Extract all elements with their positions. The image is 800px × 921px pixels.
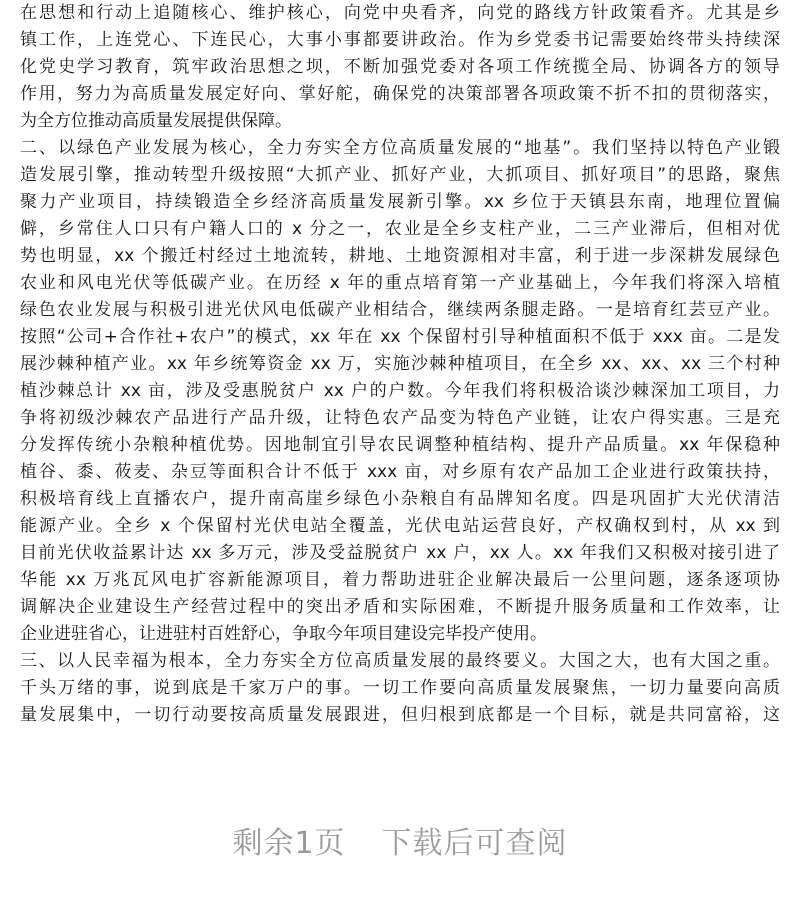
document-line: 千头万绪的事，说到底是千家万户的事。一切工作要向高质量发展聚焦，一切力量要向高质 <box>20 678 780 698</box>
document-line: 聚力产业项目，持续锻造全乡经济高质量发展新引擎。xx 乡位于天镇县东南，地理位置偏 <box>20 192 780 212</box>
document-line: 作用，努力为高质量发展定好向、掌好舵，确保党的决策部署各项政策不折不扣的贯彻落实， <box>20 84 780 104</box>
document-line: 展沙棘种植产业。xx 年乡统筹资金 xx 万，实施沙棘种植项目，在全乡 xx、xx、xx 三个村种 <box>20 354 780 374</box>
document-line: 积极培育线上直播农户，提升南高崖乡绿色小杂粮自有品牌知名度。四是巩固扩大光伏清洁 <box>20 489 780 509</box>
document-line: 绿色农业发展与积极引进光伏风电低碳产业相结合，继续两条腿走路。一是培育红芸豆产业。 <box>20 300 780 320</box>
document-line: 化党史学习教育，筑牢政治思想之坝，不断加强党委对各项工作统揽全局、协调各方的领导 <box>20 57 780 77</box>
document-line: 分发挥传统小杂粮种植优势。因地制宜引导农民调整种植结构、提升产品质量。xx 年保稳种 <box>20 435 780 455</box>
document-line: 镇工作，上连党心、下连民心，大事小事都要讲政治。作为乡党委书记需要始终带头持续深 <box>20 30 780 50</box>
download-to-view-text: 下载后可查阅 <box>381 826 568 861</box>
document-body <box>20 0 780 729</box>
document-line: 争将初级沙棘农产品进行产品升级，让特色农产品变为特色产业链，让农户得实惠。三是充 <box>20 408 780 428</box>
document-line: 企业进驻省心，让进驻村百姓舒心，争取今年项目建设完毕投产使用。 <box>20 624 547 644</box>
document-line: 为全方位推动高质量发展提供保障。 <box>20 111 292 131</box>
document-line: 量发展集中，一切行动要按高质量发展跟进，但归根到底都是一个目标，就是共同富裕，这 <box>20 705 780 725</box>
document-line: 在思想和行动上追随核心、维护核心，向党中央看齐，向党的路线方针政策看齐。尤其是乡 <box>20 3 780 23</box>
document-line: 农业和风电光伏等低碳产业。在历经 x 年的重点培育第一产业基础上，今年我们将深入培植 <box>20 273 780 293</box>
remaining-pages-text: 剩余1页 <box>232 826 346 861</box>
document-line: 植谷、黍、莜麦、杂豆等面积合计不低于 xxx 亩，对乡原有农产品加工企业进行政策扶持， <box>20 462 780 482</box>
document-line: 按照“公司+合作社+农户”的模式，xx 年在 xx 个保留村引导种植面积不低于 xxx 亩。二是发 <box>20 327 780 347</box>
document-line: 目前光伏收益累计达 xx 多万元，涉及受益脱贫户 xx 户，xx 人。xx 年我们又积极对接引进了 <box>20 543 780 563</box>
document-line: 僻，乡常住人口只有户籍人口的 x 分之一，农业是全乡支柱产业，二三产业滞后，但相对优 <box>20 219 780 239</box>
document-line: 三、以人民幸福为根本，全力夯实全方位高质量发展的最终要义。大国之大，也有大国之重。 <box>20 651 780 671</box>
document-line: 二、以绿色产业发展为核心，全力夯实全方位高质量发展的“地基”。我们坚持以特色产业锻 <box>20 138 780 158</box>
document-line: 植沙棘总计 xx 亩，涉及受惠脱贫户 xx 户的户数。今年我们将积极洽谈沙棘深加工项目，力 <box>20 381 780 401</box>
document-line: 势也明显，xx 个搬迁村经过土地流转，耕地、土地资源相对丰富，利于进一步深耕发展绿色 <box>20 246 780 266</box>
document-line: 华能 xx 万兆瓦风电扩容新能源项目，着力帮助进驻企业解决最后一公里问题，逐条逐项协 <box>20 570 780 590</box>
document-line: 能源产业。全乡 x 个保留村光伏电站全覆盖，光伏电站运营良好，产权确权到村，从 xx 到 <box>20 516 780 536</box>
document-line: 调解决企业建设生产经营过程中的突出矛盾和实际困难，不断提升服务质量和工作效率，让 <box>20 597 780 617</box>
document-line: 造发展引擎，推动转型升级按照“大抓产业、抓好产业，大抓项目、抓好项目”的思路，聚焦 <box>20 165 780 185</box>
remaining-pages-banner[interactable] <box>0 820 800 868</box>
